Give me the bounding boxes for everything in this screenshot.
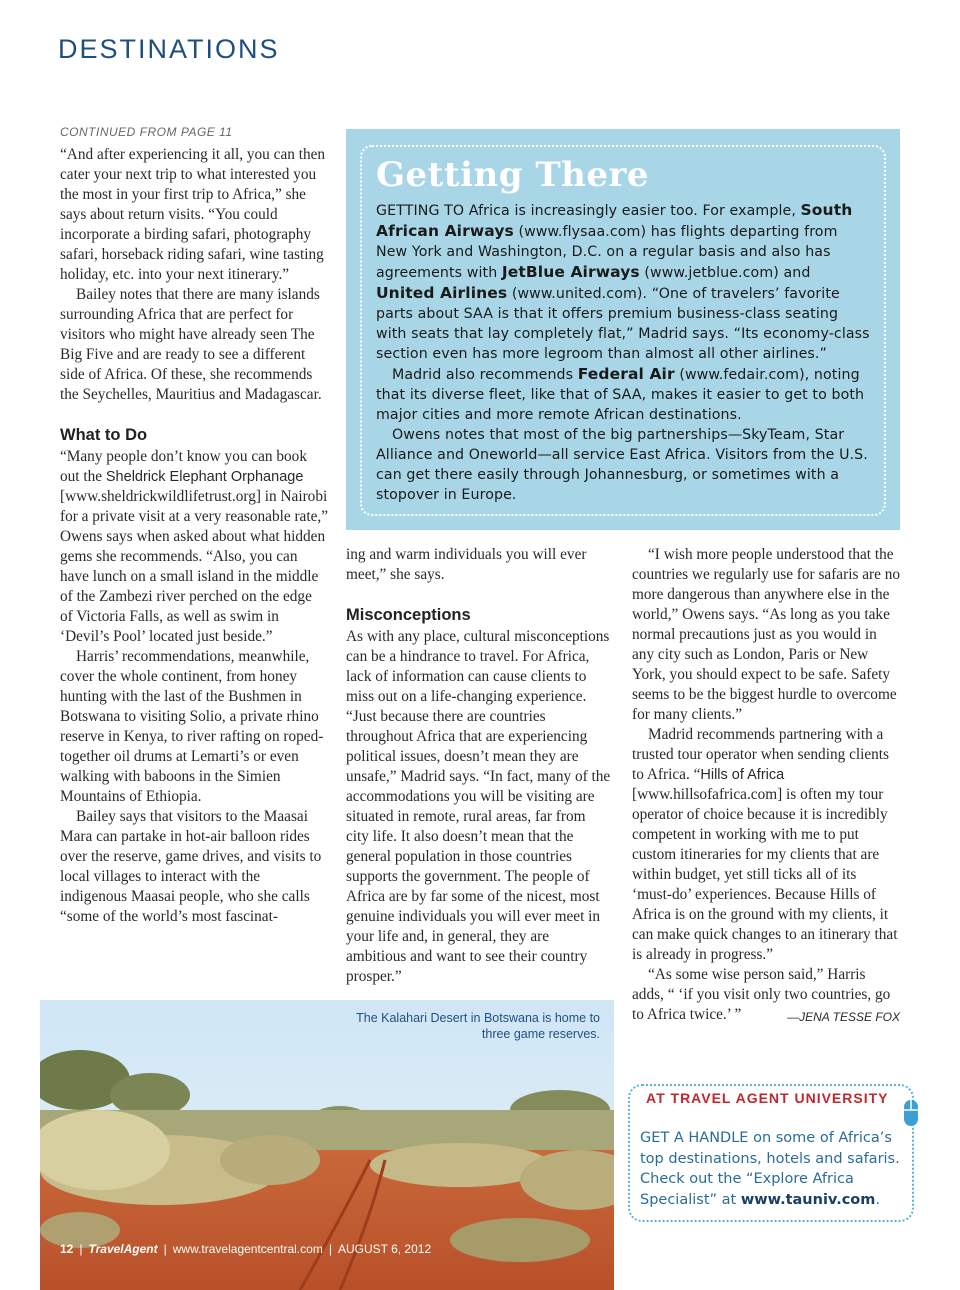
airline-name: Federal Air xyxy=(577,365,675,383)
sidebar-text xyxy=(376,200,872,505)
paragraph xyxy=(632,725,900,965)
airline-name: United Airlines xyxy=(376,284,508,302)
tau-heading: AT TRAVEL AGENT UNIVERSITY xyxy=(646,1090,895,1106)
footer-separator: | xyxy=(79,1242,83,1256)
computer-mouse-icon xyxy=(903,1098,919,1128)
footer-separator: | xyxy=(163,1242,167,1256)
subheading-misconceptions: Misconceptions xyxy=(346,606,471,624)
article-column-2 xyxy=(346,545,612,987)
paragraph: Harris’ recommendations, meanwhile, cover the whole continent, from honey hunting with the last of the Bushmen in Botswana to visiting Solio, a private rhino reserve in Kenya, to river rafting on roped-together oil drums at Lemarti’s or even walking with baboons in the Simien Mountains of Ethiopia. xyxy=(60,648,324,805)
section-title: DESTINATIONS xyxy=(58,34,280,64)
sidebar-paragraph: Owens notes that most of the big partnerships—SkyTeam, Star Alliance and Oneworld—all service East Africa. Visitors from the U.S. can get there easily through Johannesburg, or sometimes with a stopover in Europe. xyxy=(376,427,868,503)
footer-separator: | xyxy=(328,1242,332,1256)
subheading-what-to-do: What to Do xyxy=(60,426,148,444)
tau-text xyxy=(640,1128,900,1210)
sheldrick-link-text: Sheldrick Elephant Orphanage xyxy=(105,469,304,485)
text-run: [www.hillsofafrica.com] is often my tour operator of choice because it is incredibly competent in working with me to put custom itineraries for my clients that are within budget, yet still ticks all of its ‘must-do’ experiences. Because Hills of Africa is on the ground with my clients, it can make quick changes to an itinerary that is already in progress.” xyxy=(632,786,898,963)
paragraph xyxy=(632,965,900,1025)
text-run: Madrid also recommends xyxy=(392,367,578,383)
sidebar-paragraph xyxy=(376,200,872,364)
sidebar-title: Getting There xyxy=(376,155,650,195)
airline-name: South African Airways xyxy=(376,201,853,240)
text-run: [www.sheldrickwildlifetrust.org] in Nairobi for a private visit at a very reasonable rate,” Owens says when asked about what hidden gems she recommends. “Also, you can have lunch on a small island in the middle of the Zambezi river perched on the edge of Victoria Falls, as well as swim in ‘Devil’s Pool’ located just beside.” xyxy=(60,488,328,645)
getting-there-sidebar xyxy=(346,129,900,530)
page-number: 12 xyxy=(60,1242,74,1256)
photo-caption: The Kalahari Desert in Botswana is home to three game reserves. xyxy=(356,1011,600,1041)
article-column-1 xyxy=(60,145,328,927)
article-column-3 xyxy=(632,545,900,1027)
airline-name: JetBlue Airways xyxy=(501,263,640,281)
text-run: (www.flysaa.com) has flights departing from New York and Washington, D.C. on a regular basis and also has agreements with xyxy=(376,224,838,281)
paragraph: ing and warm individuals you will ever meet,” she says. xyxy=(346,546,587,583)
text-run: GET A HANDLE on some of Africa’s top destinations, hotels and safaris. Check out the “Explore Africa Specialist” at xyxy=(640,1130,900,1208)
paragraph xyxy=(60,447,328,647)
text-run: Madrid recommends partnering with a trusted tour operator when sending clients to Africa. “ xyxy=(632,726,890,783)
text-run: “Many people don’t know you can book out the xyxy=(60,448,307,485)
text-run: GETTING TO Africa is increasingly easier too. For example, xyxy=(376,203,801,219)
text-run: (www.jetblue.com) and xyxy=(639,265,811,281)
paragraph: Bailey says that visitors to the Maasai Mara can partake in hot-air balloon rides over the reserve, game drives, and visits to local villages to interact with the indigenous Maasai people, who she calls “some of the world’s most fascinat- xyxy=(60,808,322,925)
text-run: “As some wise person said,” Harris adds, “ ‘if you visit only two countries, go to Africa twice.’ ” xyxy=(632,966,891,1023)
text-run: (www.fedair.com), noting that its diverse fleet, like that of SAA, makes it easier to get to both major cities and more remote African destinations. xyxy=(376,367,865,423)
paragraph: “And after experiencing it all, you can then cater your next trip to what interested you the most in your first trip to Africa,” she says about return visits. “You could incorporate a birding safari, photography safari, horseback riding safari, wine tasting holiday, etc. into your next itinerary.” xyxy=(60,146,326,283)
issue-date: AUGUST 6, 2012 xyxy=(337,1242,432,1256)
paragraph: As with any place, cultural misconceptions can be a hindrance to travel. For Africa, lack of information can cause clients to miss out on a life-changing experience. “Just because there are countries throughout Africa that are experiencing political issues, doesn’t mean they are unsafe,” Madrid says. “In fact, many of the accommodations you will be visiting are situated in remote, rural areas, far from city life. It also doesn’t mean that the general population in those countries supports the government. The people of Africa are by far some of the nicest, most genuine individuals you will ever meet in your life and, in general, they are ambitious and want to see their country prosper.” xyxy=(346,628,611,985)
hills-of-africa-text: Hills of Africa xyxy=(700,767,785,783)
paragraph: Bailey notes that there are many islands surrounding Africa that are perfect for visitors who might have already seen The Big Five and are ready to see a different side of Africa. Of these, she recommends the Seychelles, Mauritius and Madagascar. xyxy=(60,286,322,403)
paragraph: “I wish more people understood that the countries we regularly use for safaris are no more dangerous than anywhere else in the world,” Owens says. “As long as you take normal precautions just as you would in any city such as London, Paris or New York, you should expect to be safe. Safety seems to be the biggest hurdle to overcome for many clients.” xyxy=(632,546,901,723)
byline: —JENA TESSE FOX xyxy=(787,1010,900,1024)
text-run: . xyxy=(875,1191,880,1208)
magazine-brand: TravelAgent xyxy=(88,1242,158,1256)
tau-link[interactable]: www.tauniv.com xyxy=(740,1191,876,1208)
page-footer xyxy=(60,1242,431,1256)
text-run: (www.united.com). “One of travelers’ favorite parts about SAA is that it offers premium business-class seating with seats that lay completely flat,” Madrid says. “Its economy-class section even has more legroom than almost all other airlines.” xyxy=(376,286,870,362)
continued-note: CONTINUED FROM PAGE 11 xyxy=(60,125,233,139)
travel-agent-university-box xyxy=(624,1084,914,1224)
sidebar-paragraph xyxy=(376,364,872,425)
footer-url[interactable]: www.travelagentcentral.com xyxy=(172,1242,323,1256)
